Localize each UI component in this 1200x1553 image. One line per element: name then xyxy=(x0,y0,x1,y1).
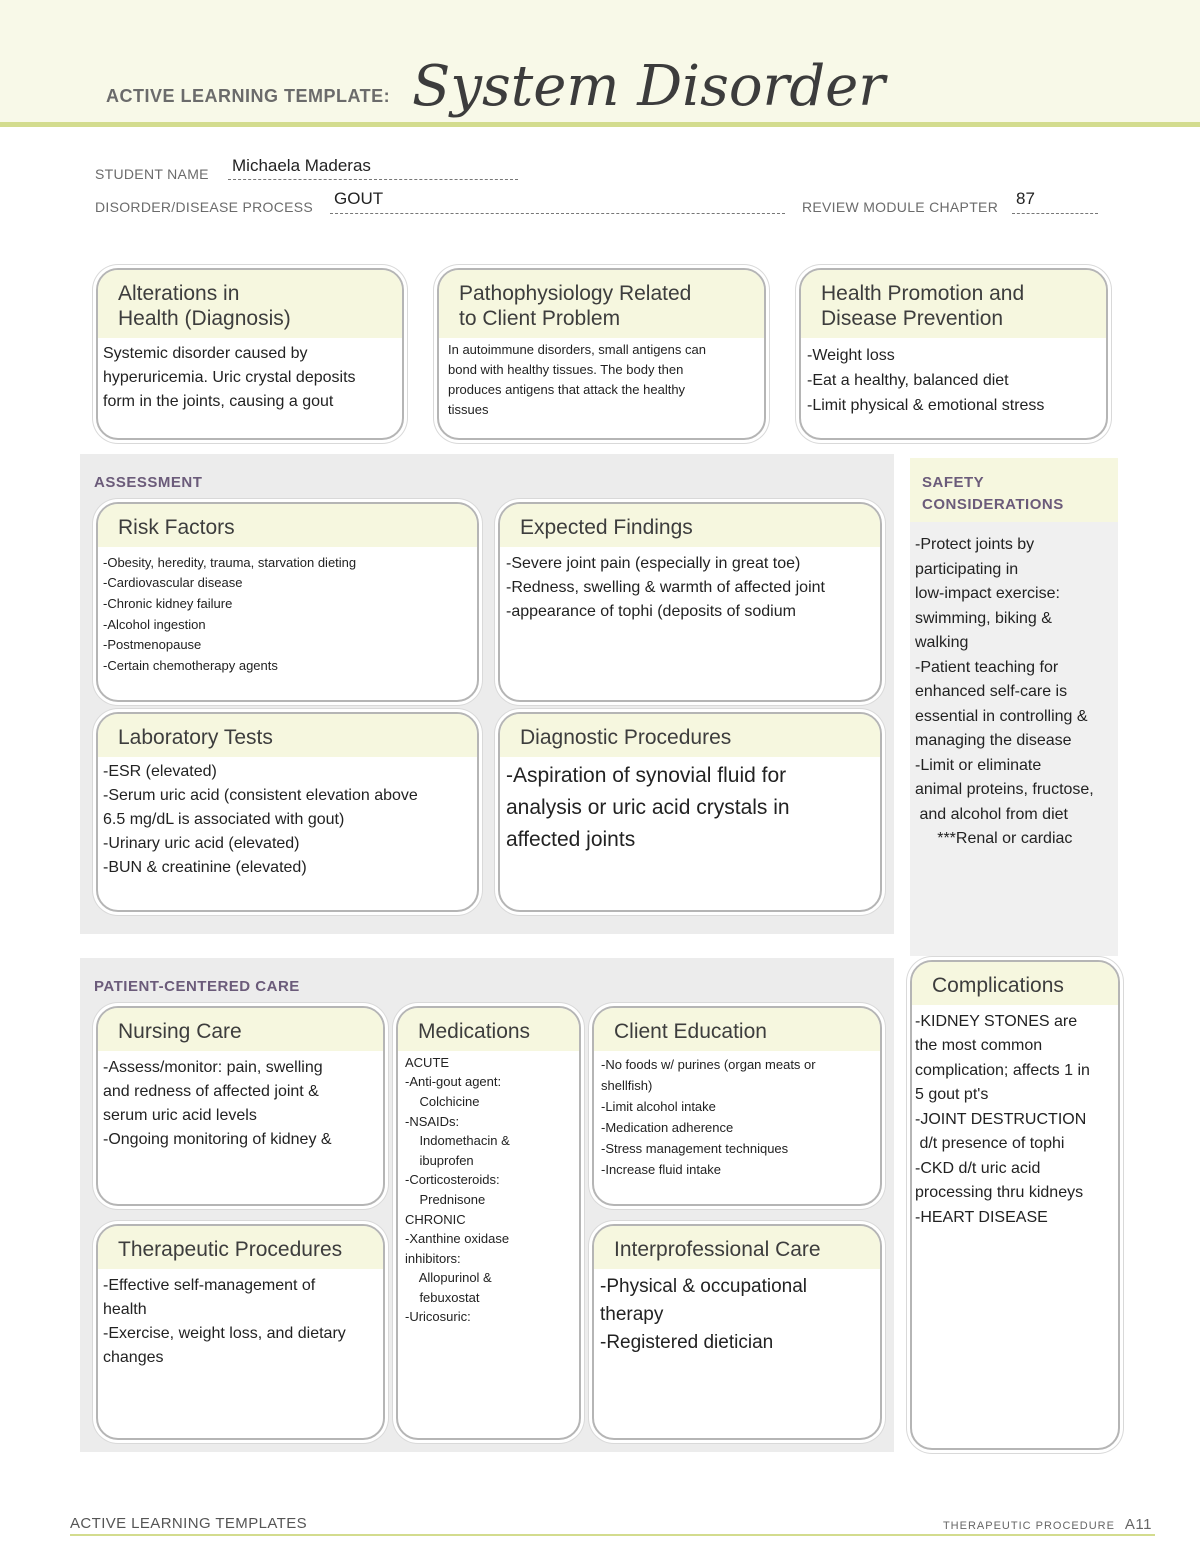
client-education-box xyxy=(592,1006,882,1206)
medications-box xyxy=(396,1006,581,1440)
safety-considerations-body: -Protect joints by participating in low-impact exercise: swimming, biking & walking -Patient teaching for enhanced self-care is essential in controlling & managing the disease -Limit or eliminate animal proteins, fructose, and alcohol from diet ***Renal or cardiac xyxy=(915,536,1094,847)
disorder-label: DISORDER/DISEASE PROCESS xyxy=(95,199,314,215)
chapter-label: REVIEW MODULE CHAPTER xyxy=(802,199,999,215)
interprofessional-care-title: Interprofessional Care xyxy=(594,1226,880,1269)
laboratory-tests-body: -ESR (elevated) -Serum uric acid (consistent elevation above 6.5 mg/dL is associated with gout) -Urinary uric acid (elevated) -BUN & creatinine (elevated) xyxy=(103,762,418,876)
risk-factors-title: Risk Factors xyxy=(98,504,477,547)
diagnostic-procedures-body: -Aspiration of synovial fluid for analysis or uric acid crystals in affected joints xyxy=(506,763,790,851)
alterations-box xyxy=(96,268,404,440)
student-name-label: STUDENT NAME xyxy=(95,166,209,182)
patient-centered-label: PATIENT-CENTERED CARE xyxy=(94,978,300,995)
alterations-title: Alterations in Health (Diagnosis) xyxy=(98,270,402,338)
nursing-care-title: Nursing Care xyxy=(98,1008,383,1051)
expected-findings-title: Expected Findings xyxy=(500,504,880,547)
disorder-field[interactable]: GOUT xyxy=(334,189,384,208)
therapeutic-procedures-box xyxy=(96,1224,385,1440)
footer-right-label: THERAPEUTIC PROCEDURE xyxy=(942,1520,1115,1532)
health-promotion-body: -Weight loss -Eat a healthy, balanced diet -Limit physical & emotional stress xyxy=(807,346,1045,414)
client-education-title: Client Education xyxy=(594,1008,880,1051)
assessment-label: ASSESSMENT xyxy=(94,474,203,491)
student-name-field[interactable]: Michaela Maderas xyxy=(232,156,371,175)
laboratory-tests-box xyxy=(96,712,479,912)
laboratory-tests-title: Laboratory Tests xyxy=(98,714,477,757)
disorder-line xyxy=(330,213,785,214)
client-education-body: -No foods w/ purines (organ meats or shellfish) -Limit alcohol intake -Medication adherence -Stress management techniques -Increase fluid intake xyxy=(601,1056,816,1177)
header-divider xyxy=(0,122,1200,127)
footer-divider xyxy=(70,1534,1155,1536)
complications-title: Complications xyxy=(912,962,1118,1005)
health-promotion-title: Health Promotion and Disease Prevention xyxy=(801,270,1106,338)
page-title: System Disorder xyxy=(412,54,886,119)
medications-title: Medications xyxy=(398,1008,579,1051)
nursing-care-box xyxy=(96,1006,385,1206)
alterations-body: Systemic disorder caused by hyperuricemia. Uric crystal deposits form in the joints, causing a gout xyxy=(103,344,356,410)
risk-factors-box xyxy=(96,502,479,702)
complications-box xyxy=(910,960,1120,1450)
footer-right xyxy=(943,1516,1152,1533)
safety-title: SAFETY CONSIDERATIONS xyxy=(922,474,1064,513)
expected-findings-box xyxy=(498,502,882,702)
therapeutic-procedures-body: -Effective self-management of health -Exercise, weight loss, and dietary changes xyxy=(103,1276,346,1366)
expected-findings-body: -Severe joint pain (especially in great toe) -Redness, swelling & warmth of affected joint -appearance of tophi (deposits of sodium xyxy=(506,554,825,620)
chapter-line xyxy=(1012,213,1098,214)
complications-body: -KIDNEY STONES are the most common complication; affects 1 in 5 gout pt's -JOINT DESTRUCTION d/t presence of tophi -CKD d/t uric acid processing thru kidneys -HEART DISEASE xyxy=(915,1012,1090,1226)
pathophysiology-body: In autoimmune disorders, small antigens can bond with healthy tissues. The body then produces antigens that attack the healthy tissues xyxy=(448,341,706,417)
student-name-line xyxy=(228,179,518,180)
safety-header xyxy=(910,458,1118,522)
risk-factors-body: -Obesity, heredity, trauma, starvation dieting -Cardiovascular disease -Chronic kidney failure -Alcohol ingestion -Postmenopause -Certain chemotherapy agents xyxy=(103,554,357,673)
chapter-field[interactable]: 87 xyxy=(1016,189,1035,208)
health-promotion-box xyxy=(799,268,1108,440)
interprofessional-care-body: -Physical & occupational therapy -Registered dietician xyxy=(600,1275,807,1353)
medications-body: ACUTE -Anti-gout agent: Colchicine -NSAIDs: Indomethacin & ibuprofen -Corticosteroids: Prednisone CHRONIC -Xanthine oxidase inhibitors: Allopurinol & febuxostat -Uricosuric: xyxy=(405,1054,510,1325)
nursing-care-body: -Assess/monitor: pain, swelling and redness of affected joint & serum uric acid levels -Ongoing monitoring of kidney & xyxy=(103,1058,332,1148)
template-label: ACTIVE LEARNING TEMPLATE: xyxy=(106,86,391,106)
pathophysiology-box xyxy=(437,268,766,440)
page-number: A11 xyxy=(1124,1516,1152,1533)
diagnostic-procedures-box xyxy=(498,712,882,912)
interprofessional-care-box xyxy=(592,1224,882,1440)
footer-left-label: ACTIVE LEARNING TEMPLATES xyxy=(70,1515,307,1532)
therapeutic-procedures-title: Therapeutic Procedures xyxy=(98,1226,383,1269)
pathophysiology-title: Pathophysiology Related to Client Problem xyxy=(439,270,764,338)
diagnostic-procedures-title: Diagnostic Procedures xyxy=(500,714,880,757)
